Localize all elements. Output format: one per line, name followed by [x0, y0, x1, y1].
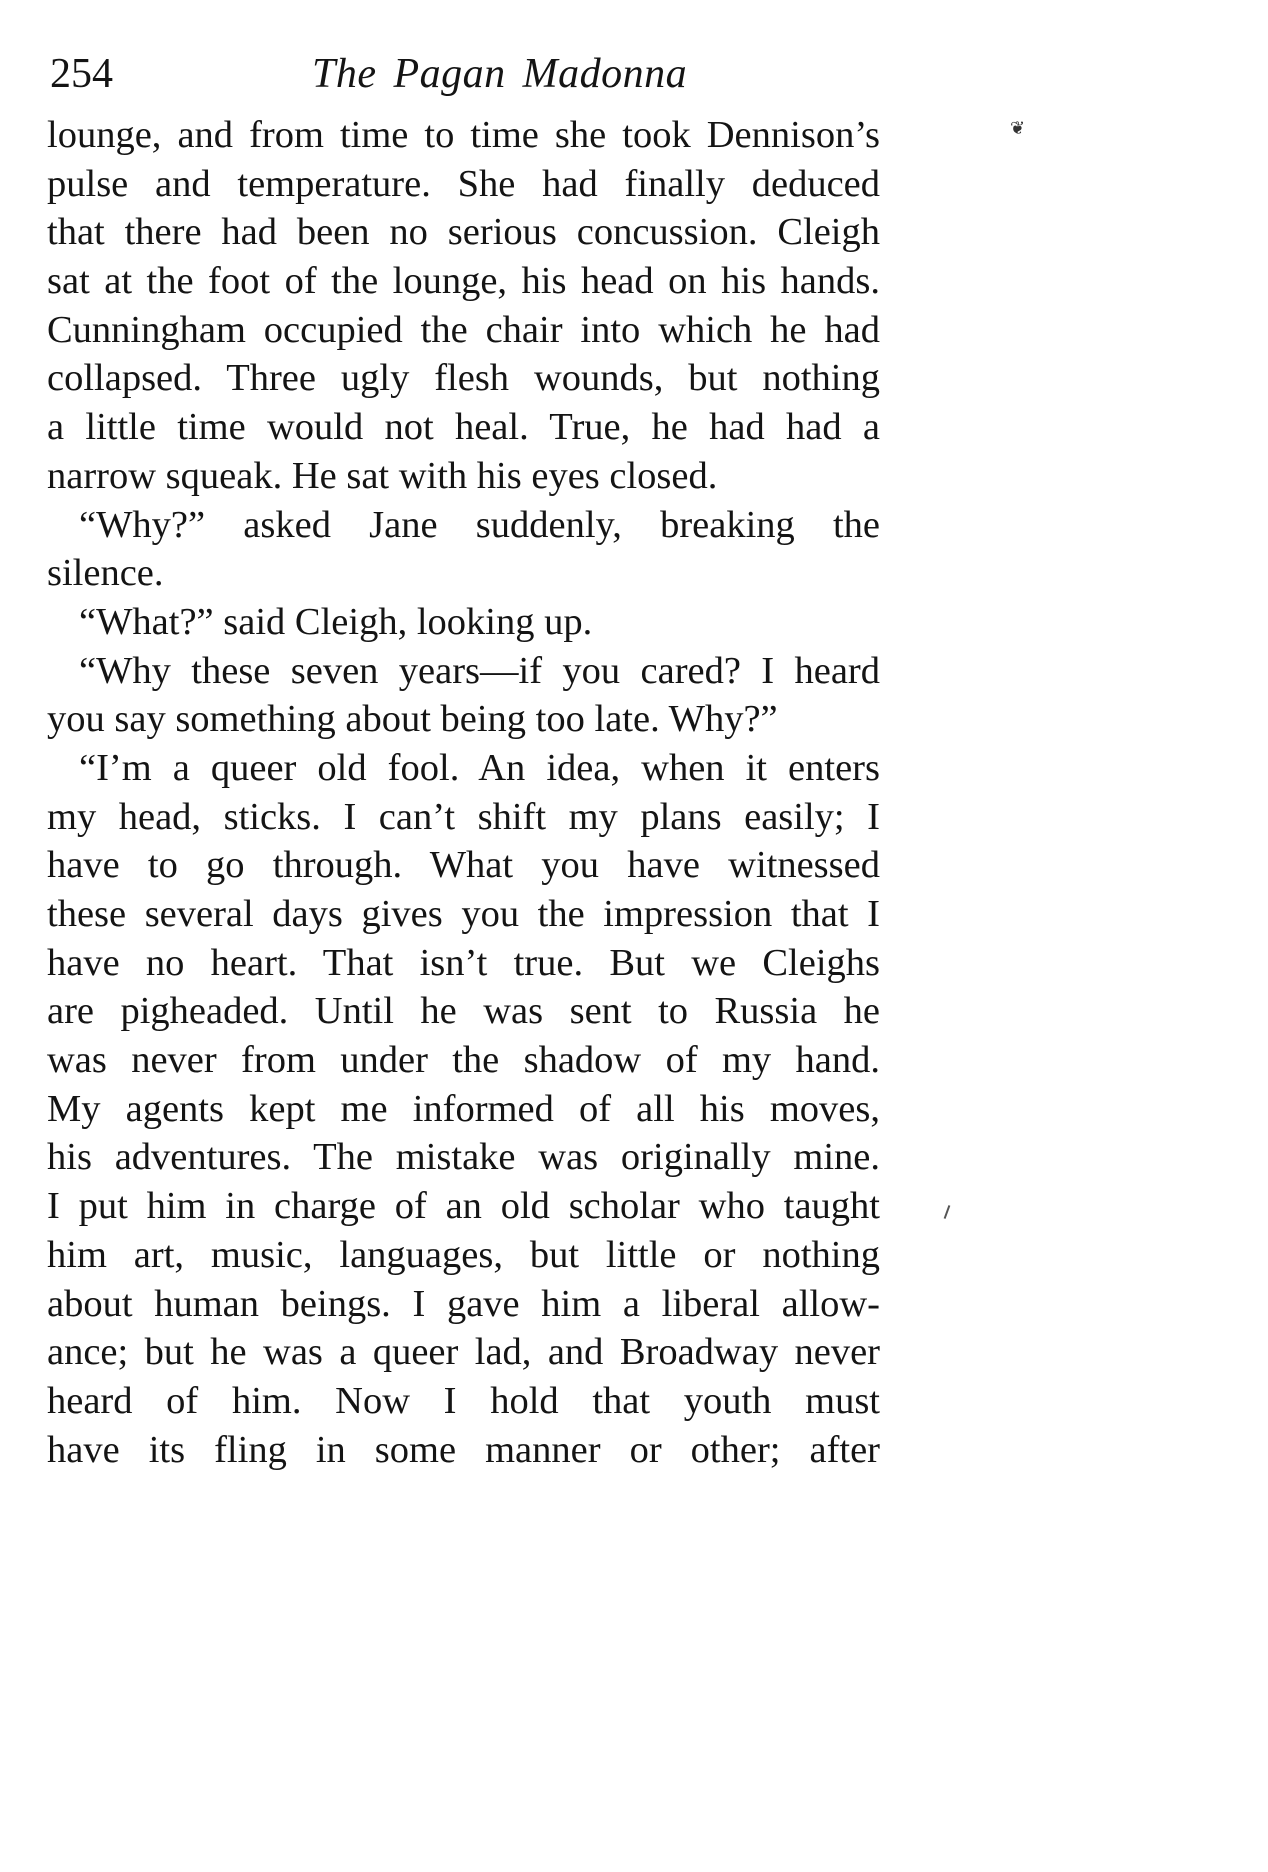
- page-number: 254: [50, 51, 113, 97]
- text-line-4: sat at the foot of the lounge, his head on his hands.: [47, 260, 880, 303]
- text-line-19: are pigheaded. Until he was sent to Russia he: [47, 990, 880, 1033]
- text-line-7: a little time would not heal. True, he had had a: [47, 406, 880, 449]
- text-line-24: him art, music, languages, but little or nothing: [47, 1233, 880, 1276]
- text-line-2: pulse and temperature. She had finally deduced: [47, 162, 880, 205]
- text-line-10: silence.: [47, 552, 164, 595]
- running-title: The Pagan Madonna: [312, 51, 688, 97]
- body-text: [47, 111, 880, 1474]
- margin-speck: [944, 1205, 951, 1219]
- page-header: [50, 44, 1050, 104]
- text-line-18: have no heart. That isn’t true. But we Cleighs: [47, 941, 880, 984]
- text-line-27: heard of him. Now I hold that youth must: [47, 1379, 880, 1422]
- text-line-3: that there had been no serious concussion. Cleigh: [47, 211, 880, 254]
- text-line-25: about human beings. I gave him a liberal allow-: [47, 1282, 880, 1325]
- text-line-17: these several days gives you the impression that I: [47, 893, 880, 935]
- text-line-12: “Why these seven years—if you cared? I heard: [79, 649, 880, 692]
- text-line-16: have to go through. What you have witnessed: [47, 844, 880, 887]
- text-line-14: “I’m a queer old fool. An idea, when it enters: [79, 746, 880, 789]
- margin-ink-mark: ❦: [1010, 118, 1026, 138]
- text-line-26: ance; but he was a queer lad, and Broadway never: [47, 1331, 880, 1374]
- text-line-5: Cunningham occupied the chair into which he had: [47, 308, 880, 351]
- text-line-6: collapsed. Three ugly flesh wounds, but nothing: [47, 357, 880, 400]
- text-line-11: “What?” said Cleigh, looking up.: [79, 600, 593, 643]
- text-line-28: have its fling in some manner or other; after: [47, 1428, 880, 1471]
- text-line-9: “Why?” asked Jane suddenly, breaking the: [79, 503, 880, 546]
- text-line-22: his adventures. The mistake was originally mine.: [47, 1136, 880, 1179]
- text-line-21: My agents kept me informed of all his moves,: [47, 1087, 880, 1130]
- text-line-8: narrow squeak. He sat with his eyes closed.: [47, 454, 718, 497]
- text-line-13: you say something about being too late. Why?”: [47, 698, 778, 741]
- text-line-23: I put him in charge of an old scholar who taught: [47, 1185, 880, 1228]
- text-line-15: my head, sticks. I can’t shift my plans easily; I: [47, 795, 880, 838]
- text-line-20: was never from under the shadow of my hand.: [47, 1039, 880, 1082]
- text-line-1: lounge, and from time to time she took Dennison’s: [47, 114, 880, 156]
